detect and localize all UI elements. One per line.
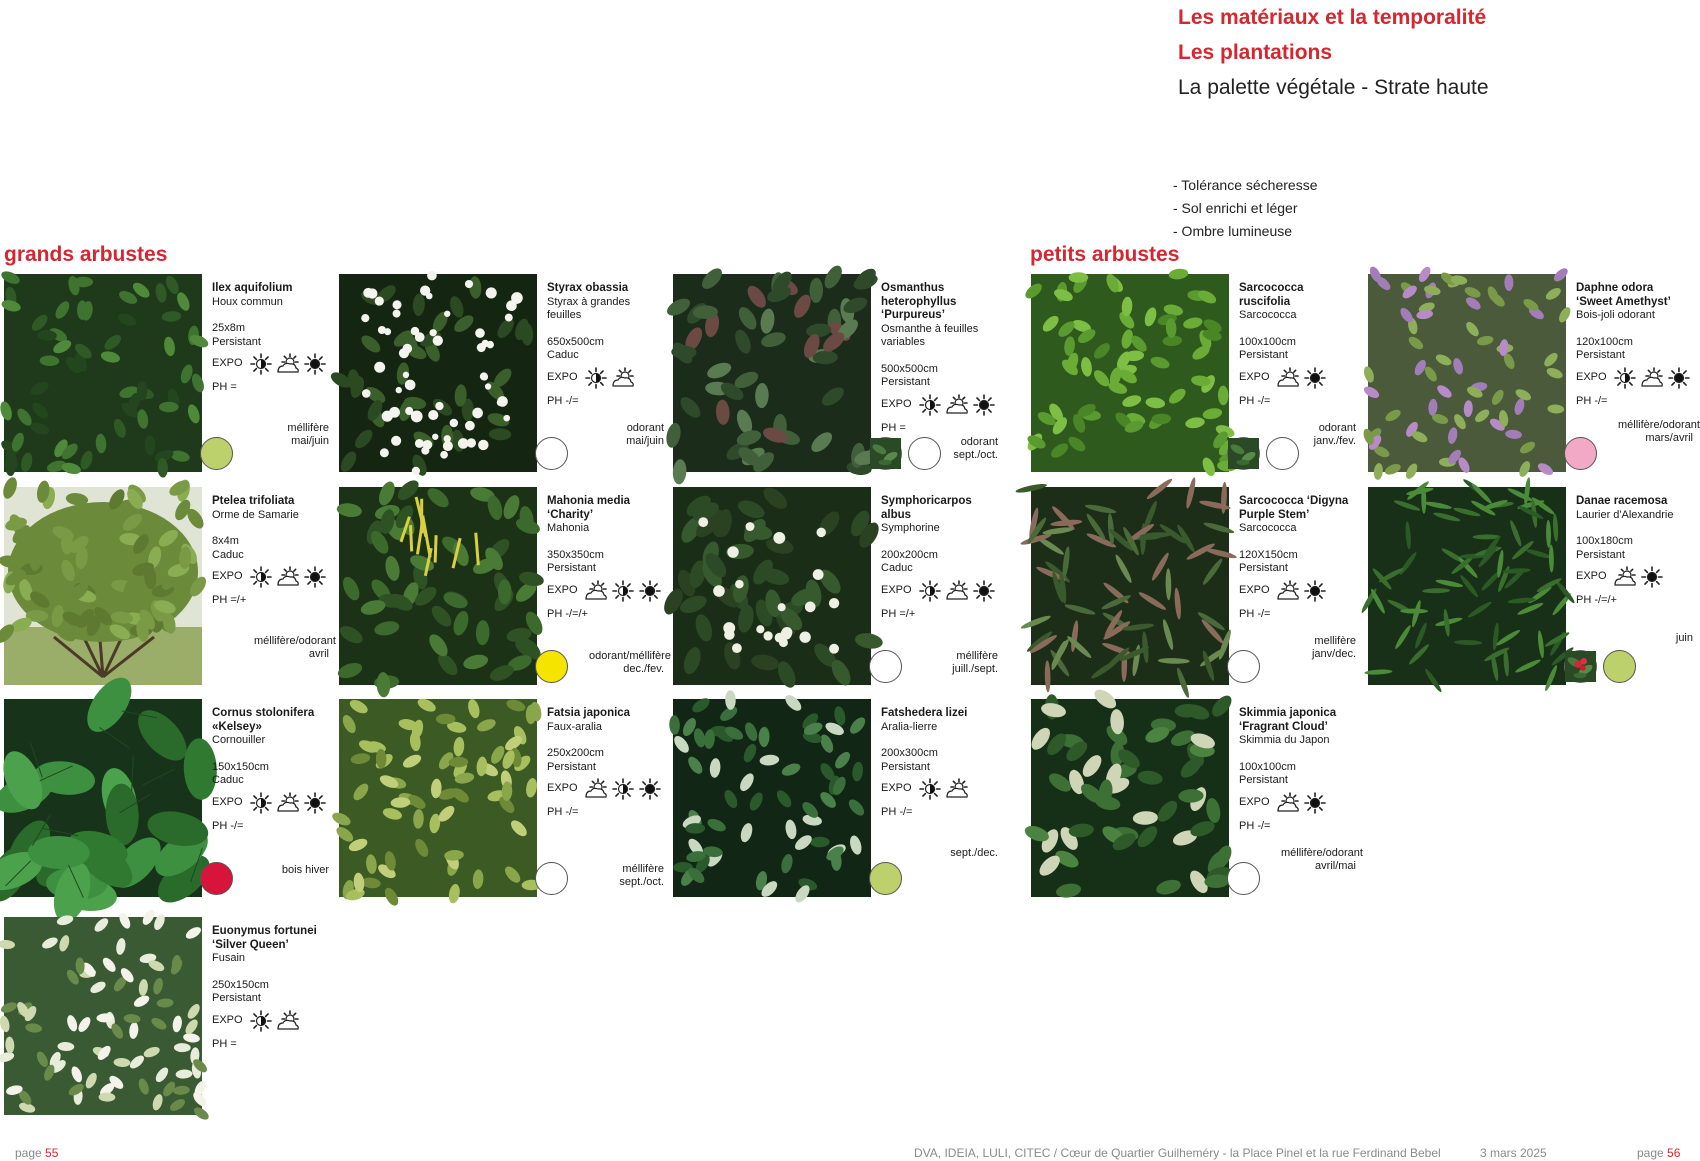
- footer-page-label: page: [15, 1146, 42, 1160]
- plant-ph: PH -/=: [1239, 607, 1271, 620]
- plant-foliage: Persistant: [1239, 774, 1288, 786]
- plant-common-name: Mahonia: [547, 522, 590, 534]
- plant-foliage: Persistant: [212, 335, 261, 348]
- plant-name: Osmanthus heterophyllus ‘Purpureus’: [881, 282, 957, 321]
- plant-photo: [1368, 274, 1566, 472]
- partial-shade-icon: [944, 778, 970, 800]
- plant-common-name: Symphorine: [881, 522, 940, 534]
- exposure-label: EXPO: [212, 795, 243, 808]
- plant-info: [1576, 282, 1691, 408]
- plant-note: méllifère: [622, 863, 664, 875]
- partial-shade-icon: [583, 778, 609, 800]
- plant-info: [547, 282, 662, 408]
- exposure-label: EXPO: [1239, 583, 1270, 596]
- exposure-icons: [1275, 580, 1328, 602]
- sun-partial-icon: [610, 778, 636, 800]
- plant-note: janv/dec.: [1311, 648, 1356, 660]
- plant-photo: [339, 487, 537, 685]
- exposure-icons: [917, 778, 970, 800]
- partial-shade-icon: [944, 580, 970, 602]
- exposure-icons: [583, 580, 663, 602]
- plant-info: [1239, 495, 1354, 621]
- plant-size: 650x500cm: [547, 335, 604, 348]
- sun-partial-icon: [583, 367, 609, 389]
- sun-partial-icon: [248, 353, 274, 375]
- plant-size: 120x100cm: [1576, 335, 1633, 348]
- exposure-icons: [583, 367, 636, 389]
- plant-common-name: Laurier d'Alexandrie: [1576, 508, 1674, 521]
- plant-info: [547, 495, 662, 621]
- plant-card: [1368, 487, 1698, 692]
- plant-card: [673, 487, 1003, 692]
- plant-common-name: Sarcococca: [1239, 522, 1297, 534]
- criteria-item: - Sol enrichi et léger: [1173, 200, 1298, 216]
- plant-note: mars/avril: [1645, 432, 1693, 444]
- plant-photo: [339, 274, 537, 472]
- plant-ph: PH =/+: [212, 594, 247, 606]
- plant-photo: [1368, 487, 1566, 685]
- plant-common-name: Aralia-lierre: [881, 720, 938, 733]
- exposure-icons: [583, 778, 663, 800]
- plant-size: 250x200cm: [547, 747, 604, 759]
- exposure-icons: [248, 792, 328, 814]
- partial-shade-icon: [1275, 367, 1301, 389]
- exposure-label: EXPO: [1576, 570, 1607, 583]
- plant-name: Sarcococca ‘Digyna Purple Stem’: [1239, 495, 1349, 521]
- exposure-label: EXPO: [1239, 795, 1270, 808]
- page-subtitle: La palette végétale - Strate haute: [1178, 76, 1489, 99]
- plant-size: 350x350cm: [547, 548, 604, 561]
- criteria-item: - Tolérance sécheresse: [1173, 177, 1318, 193]
- section-small-shrubs: petits arbustes: [1030, 243, 1180, 266]
- exposure-label: EXPO: [212, 570, 243, 583]
- plant-foliage: Caduc: [212, 548, 244, 561]
- plant-notes: [589, 863, 664, 889]
- plant-photo: [4, 274, 202, 472]
- plant-name: Daphne odora ‘Sweet Amethyst’: [1576, 282, 1671, 308]
- plant-size: 200x300cm: [881, 747, 938, 759]
- exposure-row: [1239, 792, 1354, 814]
- plant-ph: PH =: [212, 381, 237, 393]
- sun-icon: [302, 566, 328, 588]
- exposure-row: [212, 353, 327, 375]
- exposure-label: EXPO: [547, 583, 578, 596]
- plant-foliage: Persistant: [1239, 562, 1288, 574]
- exposure-icons: [1275, 792, 1328, 814]
- plant-note: avril: [308, 648, 329, 660]
- plant-name: Fatsia japonica: [547, 707, 631, 719]
- exposure-row: [1576, 566, 1691, 588]
- exposure-row: [881, 580, 996, 602]
- exposure-row: [212, 1010, 327, 1032]
- plant-name: Mahonia media ‘Charity’: [547, 495, 631, 521]
- plant-name: Fatshedera lizei: [881, 707, 968, 719]
- sun-partial-icon: [1612, 367, 1638, 389]
- exposure-row: [547, 367, 662, 389]
- partial-shade-icon: [1275, 580, 1301, 602]
- plant-note: mai/juin: [626, 435, 664, 447]
- exposure-icons: [248, 566, 328, 588]
- exposure-row: [1576, 367, 1691, 389]
- plant-note: sept./dec.: [950, 847, 998, 859]
- plant-name: Euonymus fortunei ‘Silver Queen’: [212, 925, 317, 951]
- plant-foliage: Caduc: [547, 349, 579, 361]
- color-swatch-white: [869, 650, 902, 683]
- color-swatch-green: [200, 437, 233, 470]
- plant-note: odorant: [626, 422, 664, 434]
- sun-partial-icon: [917, 394, 943, 416]
- plant-name: Skimmia japonica ‘Fragrant Cloud’: [1239, 707, 1337, 733]
- plant-card: [673, 274, 1003, 479]
- plant-foliage: Persistant: [1239, 349, 1288, 361]
- sun-icon: [637, 778, 663, 800]
- plant-ph: PH -/=: [1239, 819, 1271, 832]
- plant-size: 25x8m: [212, 322, 246, 334]
- color-swatch-white: [1266, 437, 1299, 470]
- plant-photo: [1031, 699, 1229, 897]
- exposure-row: [881, 394, 996, 416]
- plant-card: [673, 699, 1003, 904]
- plant-ph: PH -/=: [881, 806, 913, 818]
- plant-size: 8x4m: [212, 535, 239, 547]
- plant-card: [1031, 274, 1361, 479]
- color-swatch-white: [908, 437, 941, 470]
- plant-foliage: Persistant: [881, 376, 930, 388]
- partial-shade-icon: [1612, 566, 1638, 588]
- plant-card: [4, 487, 334, 692]
- plant-name: Sarcococca ruscifolia: [1239, 282, 1304, 308]
- color-swatch-white: [1227, 650, 1260, 683]
- partial-shade-icon: [1275, 792, 1301, 814]
- plant-notes: [923, 847, 998, 860]
- footer-page-number: 56: [1667, 1146, 1681, 1160]
- plant-name: Styrax obassia: [547, 282, 629, 294]
- plant-note: sept./oct.: [619, 876, 664, 888]
- plant-ph: PH =/+: [881, 607, 916, 620]
- partial-shade-icon: [1639, 367, 1665, 389]
- sun-icon: [637, 580, 663, 602]
- plant-foliage: Persistant: [1576, 349, 1625, 361]
- plant-note: odorant: [1318, 422, 1356, 434]
- plant-card: [1031, 487, 1361, 692]
- plant-card: [339, 487, 669, 692]
- exposure-row: [212, 566, 327, 588]
- plant-common-name: Styrax à grandes feuilles: [547, 295, 631, 321]
- plant-card: [1031, 699, 1361, 904]
- exposure-row: [881, 778, 996, 800]
- exposure-label: EXPO: [881, 397, 912, 410]
- plant-ph: PH =: [881, 421, 906, 434]
- exposure-icons: [917, 580, 997, 602]
- plant-notes: [1618, 632, 1693, 645]
- plant-foliage: Persistant: [881, 760, 930, 773]
- exposure-icons: [248, 1010, 301, 1032]
- exposure-row: [547, 778, 662, 800]
- plant-photo: [673, 487, 871, 685]
- color-swatch-green: [1603, 650, 1636, 683]
- plant-name: Ilex aquifolium: [212, 282, 293, 294]
- plant-swatches: [869, 650, 902, 683]
- plant-notes: [589, 650, 671, 676]
- plant-size: 100x100cm: [1239, 335, 1296, 348]
- partial-shade-icon: [944, 394, 970, 416]
- plant-ph: PH -/=: [212, 819, 244, 832]
- plant-info: [1239, 282, 1354, 408]
- plant-ph: PH =: [212, 1037, 237, 1050]
- exposure-label: EXPO: [547, 782, 578, 795]
- plant-note: odorant: [960, 436, 998, 448]
- plant-photo: [4, 917, 202, 1115]
- plant-note: dec./fev.: [623, 663, 664, 675]
- plant-photo: [673, 274, 871, 472]
- plant-foliage: Caduc: [212, 774, 244, 786]
- plant-info: [212, 925, 327, 1051]
- plant-ph: PH -/=: [1576, 394, 1608, 407]
- section-title: Les matériaux et la temporalité: [1178, 6, 1487, 29]
- plant-photo: [4, 487, 202, 685]
- plant-note: juin: [1675, 632, 1693, 644]
- plant-size: 500x500cm: [881, 362, 938, 375]
- plant-size: 120X150cm: [1239, 548, 1298, 561]
- plant-name: Ptelea trifoliata: [212, 495, 295, 507]
- exposure-label: EXPO: [212, 1013, 243, 1026]
- plant-photo: [1031, 274, 1229, 472]
- plant-card: [4, 699, 334, 904]
- plant-common-name: Orme de Samarie: [212, 508, 299, 521]
- plant-note: mellifère: [1314, 635, 1356, 647]
- plant-ph: PH -/=/+: [547, 607, 588, 620]
- sun-icon: [971, 580, 997, 602]
- exposure-label: EXPO: [881, 583, 912, 596]
- plant-note: méllifère/odorant: [254, 635, 336, 647]
- plant-common-name: Faux-aralia: [547, 720, 603, 733]
- plant-ph: PH -/=: [547, 394, 579, 407]
- plant-info: [1239, 707, 1354, 833]
- partial-shade-icon: [275, 353, 301, 375]
- plant-swatches: [535, 437, 568, 470]
- plant-card: [339, 699, 669, 904]
- plant-foliage: Persistant: [547, 760, 596, 773]
- plant-note: méllifère: [287, 422, 329, 434]
- plant-note: sept./oct.: [953, 449, 998, 461]
- exposure-label: EXPO: [881, 782, 912, 795]
- exposure-icons: [248, 353, 328, 375]
- plant-info: [881, 495, 996, 621]
- footer-right: [1637, 1146, 1680, 1160]
- sun-partial-icon: [610, 580, 636, 602]
- subsection-title: Les plantations: [1178, 41, 1333, 64]
- exposure-label: EXPO: [212, 357, 243, 370]
- footer-page-label: page: [1637, 1146, 1664, 1160]
- plant-ph: PH -/=: [1239, 394, 1271, 407]
- plant-name: Danae racemosa: [1576, 495, 1668, 507]
- exposure-icons: [917, 394, 997, 416]
- plant-size: 100x100cm: [1239, 760, 1296, 773]
- sun-icon: [971, 394, 997, 416]
- plant-swatches: [535, 650, 568, 683]
- plant-size: 150x150cm: [212, 760, 269, 773]
- sun-partial-icon: [917, 580, 943, 602]
- exposure-row: [547, 580, 662, 602]
- plant-swatches: [1227, 862, 1260, 895]
- plant-note: méllifère/odorant: [1618, 419, 1700, 431]
- sun-icon: [1302, 580, 1328, 602]
- page-header: [1178, 0, 1489, 105]
- sun-partial-icon: [248, 792, 274, 814]
- detail-thumbnail: [1227, 437, 1260, 470]
- partial-shade-icon: [275, 566, 301, 588]
- plant-notes: [254, 422, 329, 448]
- plant-swatches: [869, 437, 941, 470]
- color-swatch-white: [535, 862, 568, 895]
- plant-card: [339, 274, 669, 479]
- section-large-shrubs: grands arbustes: [4, 243, 168, 266]
- color-swatch-red: [200, 862, 233, 895]
- exposure-icons: [1612, 367, 1692, 389]
- partial-shade-icon: [275, 1010, 301, 1032]
- partial-shade-icon: [275, 792, 301, 814]
- plant-notes: [1281, 847, 1363, 873]
- plant-size: 100x180cm: [1576, 535, 1633, 547]
- plant-note: janv./fev.: [1313, 435, 1356, 447]
- sun-icon: [302, 792, 328, 814]
- sun-icon: [1302, 792, 1328, 814]
- color-swatch-green: [869, 862, 902, 895]
- partial-shade-icon: [583, 580, 609, 602]
- plant-notes: [923, 650, 998, 676]
- plant-swatches: [869, 862, 902, 895]
- plant-swatches: [200, 862, 233, 895]
- exposure-icons: [1275, 367, 1328, 389]
- plant-common-name: Bois-joli odorant: [1576, 309, 1655, 321]
- plant-info: [1576, 495, 1691, 608]
- sun-icon: [1639, 566, 1665, 588]
- plant-foliage: Persistant: [547, 562, 596, 574]
- plant-note: mai/juin: [291, 435, 329, 447]
- plant-swatches: [1227, 650, 1260, 683]
- plant-info: [212, 282, 327, 395]
- plant-info: [212, 495, 327, 608]
- plant-ph: PH -/=/+: [1576, 594, 1617, 606]
- sun-icon: [1666, 367, 1692, 389]
- plant-foliage: Persistant: [212, 992, 261, 1004]
- color-swatch-white: [535, 437, 568, 470]
- plant-foliage: Caduc: [881, 562, 913, 574]
- exposure-label: EXPO: [1239, 370, 1270, 383]
- plant-swatches: [1564, 650, 1636, 683]
- plant-photo: [4, 699, 202, 897]
- plant-photo: [339, 699, 537, 897]
- detail-thumbnail: [869, 437, 902, 470]
- plant-notes: [1618, 419, 1700, 445]
- sun-partial-icon: [917, 778, 943, 800]
- plant-common-name: Cornouiller: [212, 734, 266, 746]
- plant-common-name: Skimmia du Japon: [1239, 734, 1330, 746]
- plant-size: 250x150cm: [212, 978, 269, 991]
- plant-name: Symphoricarpos albus: [881, 495, 972, 521]
- plant-info: [212, 707, 327, 833]
- plant-card: [4, 917, 334, 1122]
- plant-swatches: [1564, 437, 1597, 470]
- plant-notes: [254, 864, 329, 877]
- criteria-item: - Ombre lumineuse: [1173, 223, 1293, 239]
- footer-date: 3 mars 2025: [1480, 1146, 1547, 1160]
- plant-note: avril/mai: [1315, 860, 1356, 872]
- plant-common-name: Houx commun: [212, 295, 283, 308]
- exposure-row: [1239, 580, 1354, 602]
- plant-foliage: Persistant: [1576, 548, 1625, 561]
- plant-info: [881, 282, 996, 435]
- exposure-label: EXPO: [547, 370, 578, 383]
- plant-notes: [254, 635, 336, 661]
- plant-swatches: [535, 862, 568, 895]
- plant-swatches: [200, 437, 233, 470]
- plant-size: 200x200cm: [881, 548, 938, 561]
- color-swatch-pink: [1564, 437, 1597, 470]
- plant-notes: [1281, 635, 1356, 661]
- plant-note: méllifère/odorant: [1281, 847, 1363, 859]
- plant-photo: [673, 699, 871, 897]
- color-swatch-yellow: [535, 650, 568, 683]
- plant-info: [881, 707, 996, 820]
- plant-ph: PH -/=: [547, 806, 579, 818]
- sun-partial-icon: [248, 566, 274, 588]
- plant-card: [1368, 274, 1698, 479]
- sun-icon: [302, 353, 328, 375]
- plant-photo: [1031, 487, 1229, 685]
- plant-common-name: Sarcococca: [1239, 309, 1297, 321]
- exposure-label: EXPO: [1576, 370, 1607, 383]
- exposure-icons: [1612, 566, 1665, 588]
- sun-icon: [1302, 367, 1328, 389]
- plant-name: Cornus stolonifera «Kelsey»: [212, 707, 315, 733]
- color-swatch-white: [1227, 862, 1260, 895]
- sun-partial-icon: [248, 1010, 274, 1032]
- exposure-row: [1239, 367, 1354, 389]
- criteria-list: [1173, 174, 1317, 243]
- plant-card: [4, 274, 334, 479]
- plant-note: bois hiver: [281, 864, 329, 876]
- plant-notes: [589, 422, 664, 448]
- plant-info: [547, 707, 662, 820]
- footer-credits: DVA, IDEIA, LULI, CITEC / Cœur de Quartier Guilheméry - la Place Pinel et la rue Ferdinand Bebel: [914, 1146, 1441, 1160]
- plant-note: juill./sept.: [952, 663, 998, 675]
- plant-common-name: Fusain: [212, 952, 246, 964]
- footer-left: [15, 1146, 58, 1160]
- plant-note: méllifère: [956, 650, 998, 662]
- plant-swatches: [1227, 437, 1299, 470]
- partial-shade-icon: [610, 367, 636, 389]
- detail-thumbnail: [1564, 650, 1597, 683]
- plant-note: odorant/méllifère: [589, 650, 671, 662]
- plant-common-name: Osmanthe à feuilles variables: [881, 322, 979, 348]
- footer-page-number: 55: [45, 1146, 59, 1160]
- exposure-row: [212, 792, 327, 814]
